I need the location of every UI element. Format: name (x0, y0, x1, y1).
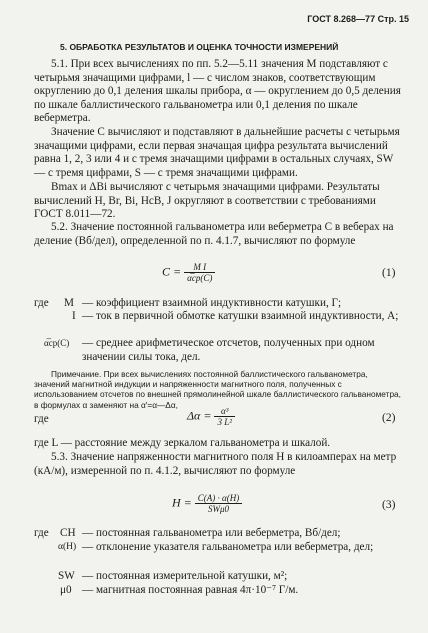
formula-3-number: (3) (382, 499, 396, 511)
definition-i (34, 310, 409, 324)
definition-text: — постоянная измерительной катушки, м²; (82, 570, 288, 582)
formula-2 (187, 406, 235, 427)
formula-3-fraction (195, 493, 242, 514)
definition-ch (34, 527, 409, 541)
definition-symbol: CH (60, 527, 76, 539)
formula-1-numerator: M I (184, 262, 215, 273)
formula-2-number: (2) (382, 412, 396, 424)
definition-text: — отклонение указателя гальванометра или веберметра, дел; (82, 541, 374, 553)
definition-lead: где (34, 527, 49, 539)
paragraph-bmax: Bmax и ΔBi вычисляют с четырьмя значащими цифрами. Результаты вычислений H, Br, Bi, HcB, J округляют в соответствии с требованиями ГОСТ 8.011—72. (34, 181, 380, 221)
definition-mu0 (34, 584, 409, 598)
formula-2-numerator: α³ (214, 406, 234, 417)
paragraph-5-1: 5.1. При всех вычислениях по пп. 5.2—5.11 значения M подставляют с четырьмя значащими цифрами, l — с числом знаков, соответствующим округлению до 0,1 деления шкалы прибора, α — округлением до 0,5 деления по шкале баллистического гальванометра или 0,1 деления по шкале веберметра. (34, 58, 401, 125)
formula-2-lead-text: где (34, 413, 49, 425)
definition-alpha-cp (34, 337, 409, 364)
definition-sw (34, 570, 409, 584)
definition-text: — постоянная гальванометра или веберметра, Вб/дел; (82, 527, 341, 539)
definition-symbol: α̅ср(C) (44, 338, 70, 348)
formula-1-fraction (184, 262, 215, 283)
definition-text: — коэффициент взаимной индуктивности катушки, Г; (82, 297, 342, 309)
definition-symbol: SW (58, 570, 75, 582)
definition-l: где L — расстояние между зеркалом гальванометра и шкалой. (34, 437, 331, 449)
definition-symbol: α(H) (58, 542, 77, 552)
definition-m (34, 297, 409, 311)
formula-1-number: (1) (382, 267, 396, 279)
definition-text: — среднее арифметическое отсчетов, полученных при одном значении силы тока, дел. (82, 337, 375, 363)
formula-1 (162, 262, 215, 283)
definition-lead: где (34, 297, 49, 309)
formula-3-numerator: C(A) · α(H) (195, 493, 242, 504)
definition-symbol: I (72, 310, 76, 322)
formula-3-denominator: SWμ0 (207, 504, 229, 514)
definition-text: — магнитная постоянная равная 4π·10⁻⁷ Г/м. (82, 584, 299, 596)
formula-3 (172, 493, 242, 514)
definition-alpha-h (34, 541, 409, 555)
page-header: ГОСТ 8.268—77 Стр. 15 (307, 14, 409, 24)
formula-2-lhs: Δα = (187, 408, 212, 423)
paragraph-value-c: Значение C вычисляют и подставляют в дальнейшие расчеты с четырьмя значащими цифрами, если первая значащая цифра результата вычислений равна 1, 2, 3 или 4 и с тремя значащими цифрами в остальных случаях, SW — с тремя цифрами, S — с тремя значащими цифрами. (34, 126, 400, 179)
formula-2-fraction (214, 406, 234, 427)
formula-2-denominator: 3 L² (217, 417, 232, 427)
formula-1-denominator: α̅ср(C) (187, 273, 213, 283)
definition-symbol: M (64, 297, 74, 309)
formula-3-lhs: H = (172, 495, 192, 510)
definition-symbol: μ0 (60, 584, 72, 596)
note: Примечание. При всех вычислениях постоянной баллистического гальванометра, значений магнитной индукции и напряженности магнитного поля, полученных с использованием отсчетов по внешней прямолинейной шкале баллистического гальванометра, в формулах α заменяют на α′=α—Δα, (34, 369, 401, 410)
formula-1-lhs: C = (162, 264, 182, 279)
definition-text: — ток в первичной обмотке катушки взаимной индуктивности, А; (82, 310, 399, 322)
section-title: 5. ОБРАБОТКА РЕЗУЛЬТАТОВ И ОЦЕНКА ТОЧНОСТИ ИЗМЕРЕНИЙ (60, 42, 339, 52)
paragraph-5-2: 5.2. Значение постоянной гальванометра или веберметра C в веберах на деление (Вб/дел), определенной по п. 4.1.7, вычисляют по формуле (34, 221, 394, 247)
paragraph-5-3: 5.3. Значение напряженности магнитного поля H в килоамперах на метр (кА/м), измеренной по п. 4.1.2, вычисляют по формуле (34, 451, 397, 477)
